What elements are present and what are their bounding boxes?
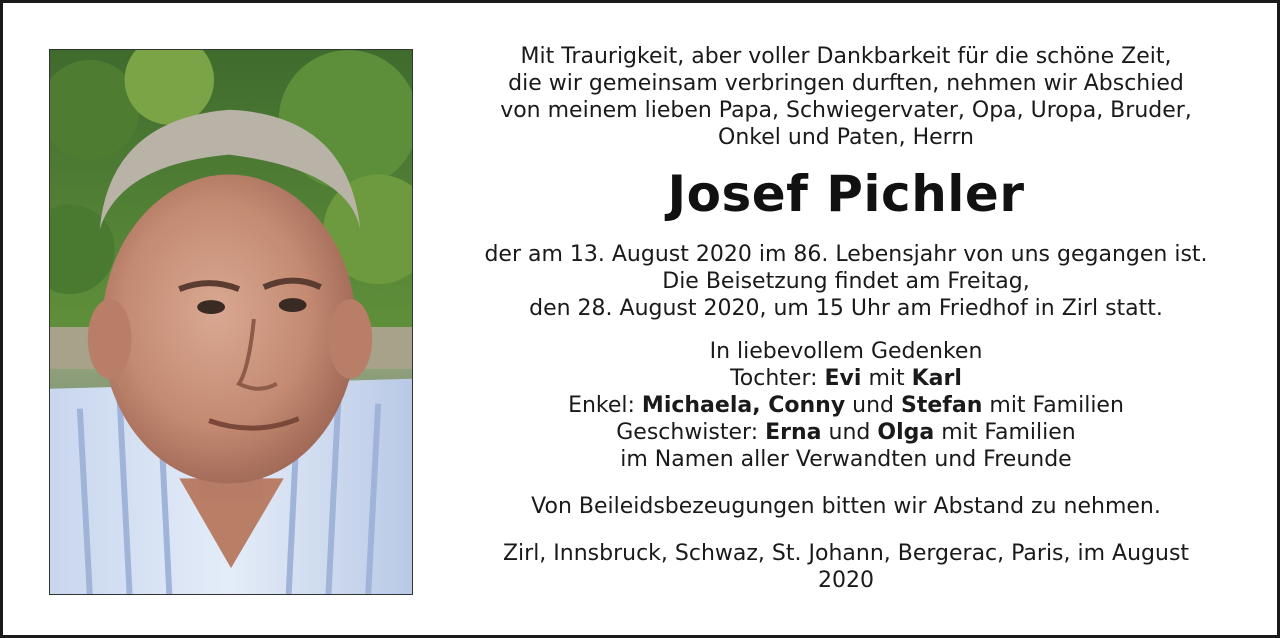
mourner-name: Olga xyxy=(877,420,935,445)
mourner-name: Erna xyxy=(765,420,822,445)
notice-text xyxy=(473,43,1219,594)
intro-line: Mit Traurigkeit, aber voller Dankbarkeit für die schöne Zeit, xyxy=(520,44,1172,69)
mourner-suffix: mit Familien xyxy=(941,420,1076,445)
details-line: Die Beisetzung findet am Freitag, xyxy=(662,269,1030,294)
mourner-label: Tochter: xyxy=(730,366,818,391)
mourner-label: Geschwister: xyxy=(616,420,759,445)
mourners-list xyxy=(473,338,1219,473)
place-date: Zirl, Innsbruck, Schwaz, St. Johann, Bergerac, Paris, im August 2020 xyxy=(502,541,1190,593)
details-line: der am 13. August 2020 im 86. Lebensjahr von uns gegangen ist. xyxy=(484,242,1208,267)
mourner-line-enkel xyxy=(473,392,1219,419)
mourner-conjunction: und xyxy=(828,420,871,445)
details-line: den 28. August 2020, um 15 Uhr am Friedhof in Zirl statt. xyxy=(529,296,1163,321)
mourner-name: Karl xyxy=(911,366,962,391)
mourner-suffix: mit Familien xyxy=(989,393,1124,418)
intro-line: Onkel und Paten, Herrn xyxy=(718,125,974,150)
deceased-name: Josef Pichler xyxy=(667,165,1025,223)
mourner-conjunction: mit xyxy=(868,366,905,391)
mourner-line-tochter xyxy=(473,365,1219,392)
mourner-label: Enkel: xyxy=(568,393,635,418)
mourner-name: Evi xyxy=(824,366,862,391)
portrait-photo xyxy=(49,49,413,595)
details-paragraph xyxy=(473,241,1219,322)
mourners-closing: im Namen aller Verwandten und Freunde xyxy=(620,447,1072,472)
mourner-name: Michaela, Conny xyxy=(641,393,846,418)
intro-paragraph xyxy=(473,43,1219,151)
mourners-heading: In liebevollem Gedenken xyxy=(709,339,983,364)
intro-line: die wir gemeinsam verbringen durften, nehmen wir Abschied xyxy=(508,71,1184,96)
mourner-name: Stefan xyxy=(901,393,983,418)
mourner-conjunction: und xyxy=(852,393,895,418)
intro-line: von meinem lieben Papa, Schwiegervater, Opa, Uropa, Bruder, xyxy=(500,98,1192,123)
mourner-line-geschwister xyxy=(473,419,1219,446)
condolence-note: Von Beileidsbezeugungen bitten wir Abstand zu nehmen. xyxy=(531,494,1161,519)
